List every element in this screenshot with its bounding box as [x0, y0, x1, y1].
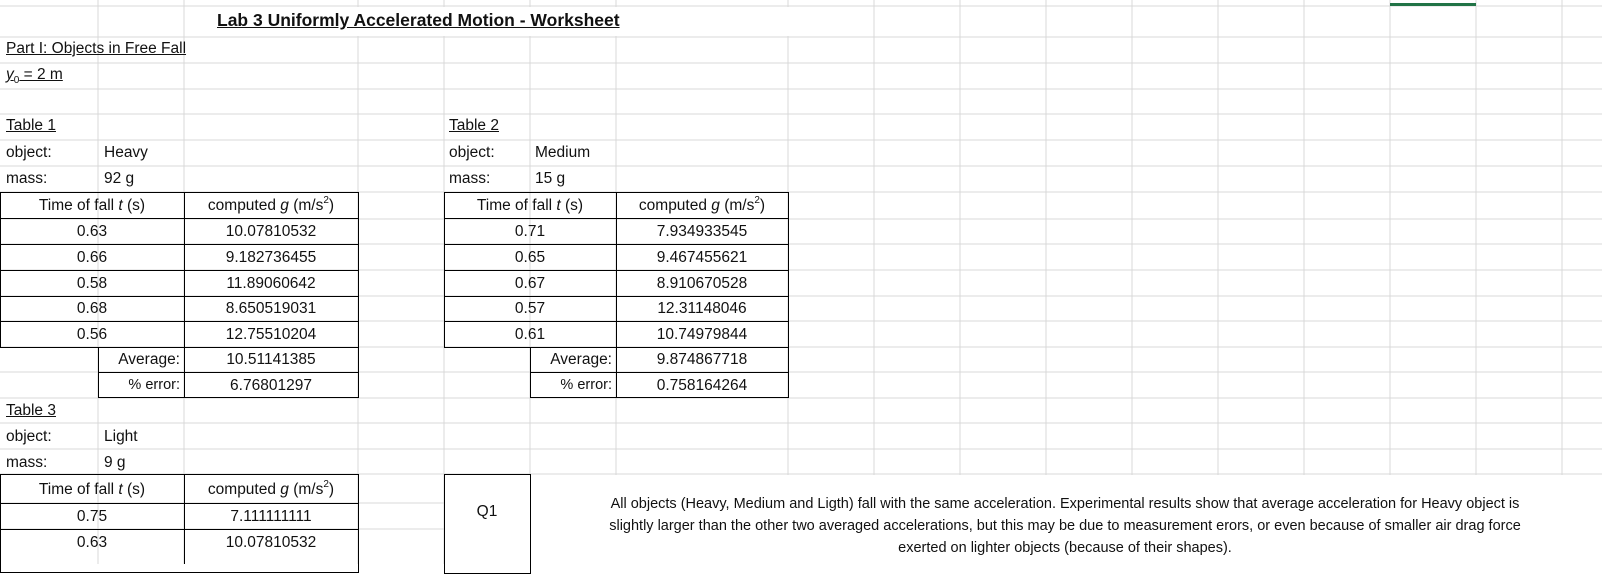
- q1-answer-line-1: All objects (Heavy, Medium and Ligth) fall with the same acceleration. Experimental results show that average acceleration for Heavy object is: [610, 496, 1520, 512]
- table-row[interactable]: 0.68: [76, 300, 108, 317]
- table1-row-line-1: [0, 244, 359, 245]
- table2-average-label: Average:: [550, 351, 612, 368]
- table-row[interactable]: 8.910670528: [656, 275, 748, 292]
- table2-mass-value: 15 g: [535, 170, 566, 187]
- table2-row-line-3: [444, 296, 789, 297]
- table1-row-line-2: [0, 270, 359, 271]
- table3-g-header: computed g $(m/s^2)$: [207, 479, 335, 498]
- table2-time-header: Time of fall t (s): [476, 197, 584, 214]
- table1-error-value[interactable]: 6.76801297: [230, 377, 312, 394]
- q1-answer-line-2: slightly larger than the other two averaged accelerations, but this may be due to measurement erors, or even because of smaller air drag force: [609, 518, 1521, 534]
- table2-error-value[interactable]: 0.758164264: [656, 377, 748, 394]
- table2-row-line-1: [444, 244, 789, 245]
- table1-row-line-4: [0, 321, 359, 322]
- y0-value: $y_0 = 2$ m: [6, 66, 63, 87]
- table-row[interactable]: 0.66: [76, 249, 108, 266]
- table3-row-line-1: [0, 529, 359, 530]
- table-row[interactable]: 0.63: [76, 534, 108, 551]
- table2-object-label: object:: [449, 144, 495, 161]
- table1-average-label: Average:: [118, 351, 180, 368]
- table1-average-value[interactable]: 10.51141385: [226, 351, 316, 368]
- table1-name: Table 1: [6, 117, 56, 134]
- q1-answer-line-3: exerted on lighter objects (because of their shapes).: [898, 540, 1232, 556]
- table2-g-header: computed g $(m/s^2)$: [638, 195, 766, 214]
- q1-label-box: [444, 474, 531, 574]
- table-row[interactable]: 10.07810532: [225, 223, 317, 240]
- selection-indicator: [1390, 3, 1476, 6]
- table-row[interactable]: 0.67: [514, 275, 546, 292]
- q1-answer[interactable]: [545, 493, 1585, 559]
- table3-time-header: Time of fall t (s): [38, 481, 146, 498]
- q1-label: Q1: [476, 503, 498, 520]
- table-row[interactable]: 10.07810532: [225, 534, 317, 551]
- table-row[interactable]: 0.58: [76, 275, 108, 292]
- table1-g-header: computed g $(m/s^2)$: [207, 195, 335, 214]
- table-row[interactable]: 11.89060642: [226, 275, 316, 292]
- table-row[interactable]: 10.74979844: [656, 326, 748, 343]
- table-row[interactable]: 0.57: [514, 300, 546, 317]
- table-row[interactable]: 0.56: [76, 326, 108, 343]
- table1-object-value: Heavy: [104, 144, 148, 161]
- table2-row-line-2: [444, 270, 789, 271]
- table2-summary-line: [530, 372, 789, 373]
- table1-mass-label: mass:: [6, 170, 48, 187]
- table-row[interactable]: 8.650519031: [225, 300, 317, 317]
- table-row[interactable]: 0.63: [76, 223, 108, 240]
- table-row[interactable]: 7.934933545: [656, 223, 748, 240]
- table2-object-value: Medium: [535, 144, 591, 161]
- table2-row-line-4: [444, 321, 789, 322]
- table-row[interactable]: 9.182736455: [225, 249, 317, 266]
- part1-heading: Part I: Objects in Free Fall: [6, 40, 187, 57]
- table1-error-label: % error:: [128, 377, 180, 393]
- table2-error-label: % error:: [560, 377, 612, 393]
- page-title: Lab 3 Uniformly Accelerated Motion - Worksheet: [217, 10, 620, 30]
- table-row[interactable]: 0.61: [514, 326, 546, 343]
- table-row[interactable]: 0.71: [514, 223, 546, 240]
- table3-name: Table 3: [6, 402, 56, 419]
- table3-mass-label: mass:: [6, 454, 48, 471]
- table2-average-value[interactable]: 9.874867718: [656, 351, 748, 368]
- table-row[interactable]: 0.75: [76, 508, 108, 525]
- table-row[interactable]: 12.75510204: [225, 326, 317, 343]
- table-row[interactable]: 0.65: [514, 249, 546, 266]
- table2-mass-label: mass:: [449, 170, 491, 187]
- table1-row-line-3: [0, 296, 359, 297]
- table3-object-label: object:: [6, 428, 52, 445]
- table1-object-label: object:: [6, 144, 52, 161]
- table1-time-header: Time of fall t (s): [38, 197, 146, 214]
- table-row[interactable]: 7.111111111: [230, 508, 312, 525]
- table1-mass-value: 92 g: [104, 170, 135, 187]
- table3-mass-value: 9 g: [104, 454, 126, 471]
- table1-summary-line: [98, 372, 359, 373]
- table2-name: Table 2: [449, 117, 499, 134]
- table-row[interactable]: 9.467455621: [656, 249, 748, 266]
- table-row[interactable]: 12.31148046: [657, 300, 747, 317]
- table3-object-value: Light: [104, 428, 138, 445]
